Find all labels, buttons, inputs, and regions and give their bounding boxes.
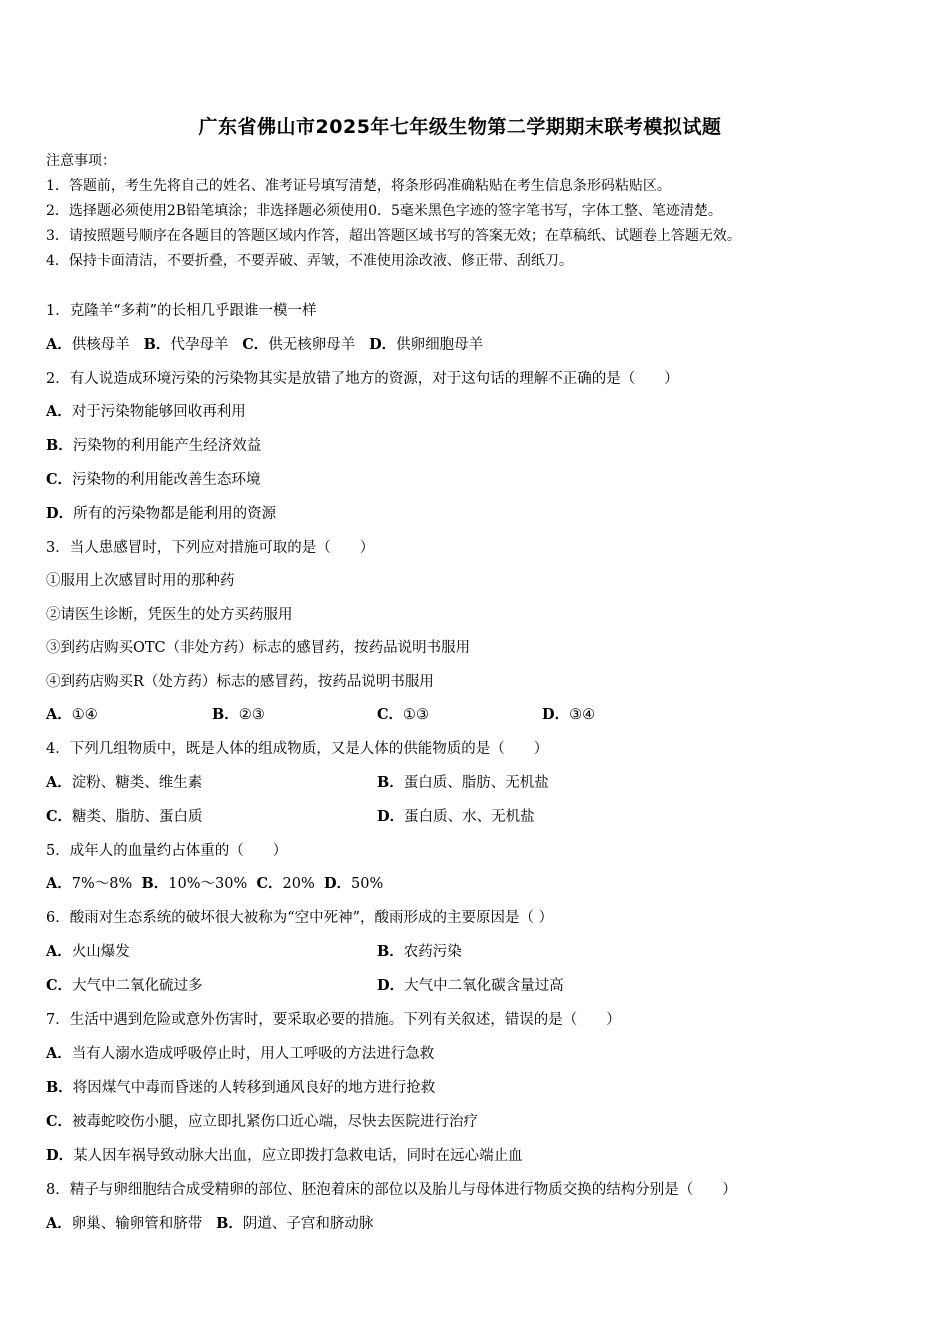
option-text: 火山爆发 [71, 944, 130, 960]
option-row [46, 1113, 478, 1131]
question-stem: 6．酸雨对生态系统的破坏很大被称为“空中死神”，酸雨形成的主要原因是（ ） [46, 910, 554, 926]
question-stem: 4．下列几组物质中，既是人体的组成物质，又是人体的供能物质的是（ ） [46, 741, 549, 757]
option-label: C． [46, 977, 73, 994]
option-label: A． [46, 1045, 72, 1062]
option-label: A． [46, 706, 72, 723]
option-label: B． [377, 943, 404, 960]
option-label: D． [377, 977, 405, 994]
option-text: 污染物的利用能产生经济效益 [72, 438, 262, 454]
option-text: ①③ [403, 707, 430, 723]
question-stem: 5．成年人的血量约占体重的（ ） [46, 843, 288, 859]
option-text: 蛋白质、水、无机盐 [404, 809, 535, 825]
statement-item: ①服用上次感冒时用的那种药 [46, 573, 235, 589]
option-label: A． [46, 774, 72, 791]
option-row [46, 1215, 373, 1233]
statement-item: ③到药店购买OTC（非处方药）标志的感冒药，按药品说明书服用 [46, 640, 471, 656]
option-text: 供卵细胞母羊 [396, 337, 484, 353]
option-b [377, 943, 462, 961]
option-label: C． [256, 875, 283, 892]
option-d [377, 808, 535, 826]
option-label: C． [46, 1113, 73, 1130]
option-label: D． [46, 1147, 74, 1164]
option-text: 7%～8% [71, 876, 133, 892]
question-stem: 1．克隆羊“多莉”的长相几乎跟谁一模一样 [46, 303, 317, 319]
option-text: 卵巢、输卵管和脐带 [71, 1216, 203, 1232]
option-a [46, 706, 98, 724]
option-a [46, 943, 130, 961]
option-d [377, 977, 564, 995]
option-row [46, 875, 383, 893]
option-row [46, 1147, 523, 1165]
option-text: 将因煤气中毒而昏迷的人转移到通风良好的地方进行抢救 [72, 1080, 436, 1096]
option-text: 供无核卵母羊 [268, 337, 356, 353]
option-text: 糖类、脂肪、蛋白质 [72, 809, 203, 825]
option-label: D． [323, 875, 352, 892]
statement-item: ④到药店购买R（处方药）标志的感冒药，按药品说明书服用 [46, 674, 434, 690]
option-row [46, 336, 483, 354]
question-stem: 2．有人说造成环境污染的污染物其实是放错了地方的资源，对于这句话的理解不正确的是（ ） [46, 371, 679, 387]
option-text: 农药污染 [403, 944, 462, 960]
option-text: ①④ [71, 707, 98, 723]
option-c [377, 706, 429, 724]
option-label: B． [143, 336, 171, 353]
question-stem: 7．生活中遇到危险或意外伤害时，要采取必要的措施。下列有关叙述，错误的是（ ） [46, 1012, 621, 1028]
option-text: 大气中二氧化硫过多 [72, 978, 203, 994]
option-row [46, 1045, 434, 1063]
option-label: C． [46, 808, 73, 825]
option-label: A． [46, 336, 72, 353]
option-text: 代孕母羊 [170, 337, 229, 353]
option-text: 当有人溺水造成呼吸停止时，用人工呼吸的方法进行急救 [71, 1046, 435, 1062]
option-text: 大气中二氧化碳含量过高 [404, 978, 564, 994]
option-text: 阴道、子宫和脐动脉 [242, 1216, 374, 1232]
option-label: A． [46, 403, 72, 420]
option-label: B． [46, 1079, 73, 1096]
option-text: 供核母羊 [71, 337, 130, 353]
option-text: 被毒蛇咬伤小腿，应立即扎紧伤口近心端，尽快去医院进行治疗 [72, 1114, 479, 1130]
option-b [212, 706, 265, 724]
option-label: B． [46, 437, 73, 454]
option-text: ②③ [238, 707, 265, 723]
option-a [46, 774, 202, 792]
option-label: B． [212, 706, 239, 723]
option-row [46, 403, 246, 421]
option-text: 蛋白质、脂肪、无机盐 [403, 775, 549, 791]
option-c [46, 977, 203, 995]
notice-item: 4．保持卡面清洁，不要折叠，不要弄破、弄皱，不准使用涂改液、修正带、刮纸刀。 [46, 253, 573, 269]
option-label: C． [377, 706, 404, 723]
option-d [542, 706, 595, 724]
option-label: B． [141, 875, 169, 892]
option-label: B． [377, 774, 404, 791]
notice-item: 1．答题前，考生先将自己的姓名、准考证号填写清楚，将条形码准确粘贴在考生信息条形码粘贴区。 [46, 178, 671, 194]
question-stem: 8．精子与卵细胞结合成受精卵的部位、胚泡着床的部位以及胎儿与母体进行物质交换的结构分别是（ ） [46, 1182, 737, 1198]
option-text: 对于污染物能够回收再利用 [71, 404, 246, 420]
option-label: A． [46, 943, 72, 960]
option-label: D． [369, 336, 397, 353]
option-text: 10%～30% [168, 876, 248, 892]
option-row [46, 471, 261, 489]
option-text: 50% [351, 876, 384, 892]
option-row [46, 1079, 435, 1097]
option-text: 20% [282, 876, 315, 892]
notice-heading: 注意事项： [46, 153, 116, 169]
option-text: 某人因车祸导致动脉大出血，应立即拨打急救电话，同时在远心端止血 [73, 1148, 523, 1164]
page-title: 广东省佛山市2025年七年级生物第二学期期末联考模拟试题 [198, 116, 722, 138]
option-row [46, 437, 261, 455]
option-text: ③④ [569, 707, 596, 723]
option-label: B． [216, 1215, 243, 1232]
statement-item: ②请医生诊断，凭医生的处方买药服用 [46, 607, 293, 623]
option-label: A． [46, 875, 72, 892]
notice-item: 2．选择题必须使用2B铅笔填涂；非选择题必须使用0．5毫米黑色字迹的签字笔书写，字体工整、笔迹清楚。 [46, 203, 722, 219]
option-row [46, 505, 276, 523]
option-label: C． [242, 336, 269, 353]
option-label: D． [377, 808, 405, 825]
option-text: 淀粉、糖类、维生素 [71, 775, 203, 791]
notice-item: 3．请按照题号顺序在各题目的答题区域内作答，超出答题区域书写的答案无效；在草稿纸、试题卷上答题无效。 [46, 228, 741, 244]
option-label: D． [46, 505, 74, 522]
option-label: D． [542, 706, 570, 723]
option-b [377, 774, 549, 792]
option-label: C． [46, 471, 73, 488]
option-label: A． [46, 1215, 72, 1232]
option-text: 所有的污染物都是能利用的资源 [73, 506, 277, 522]
option-text: 污染物的利用能改善生态环境 [72, 472, 261, 488]
option-c [46, 808, 203, 826]
question-stem: 3．当人患感冒时，下列应对措施可取的是（ ） [46, 540, 375, 556]
